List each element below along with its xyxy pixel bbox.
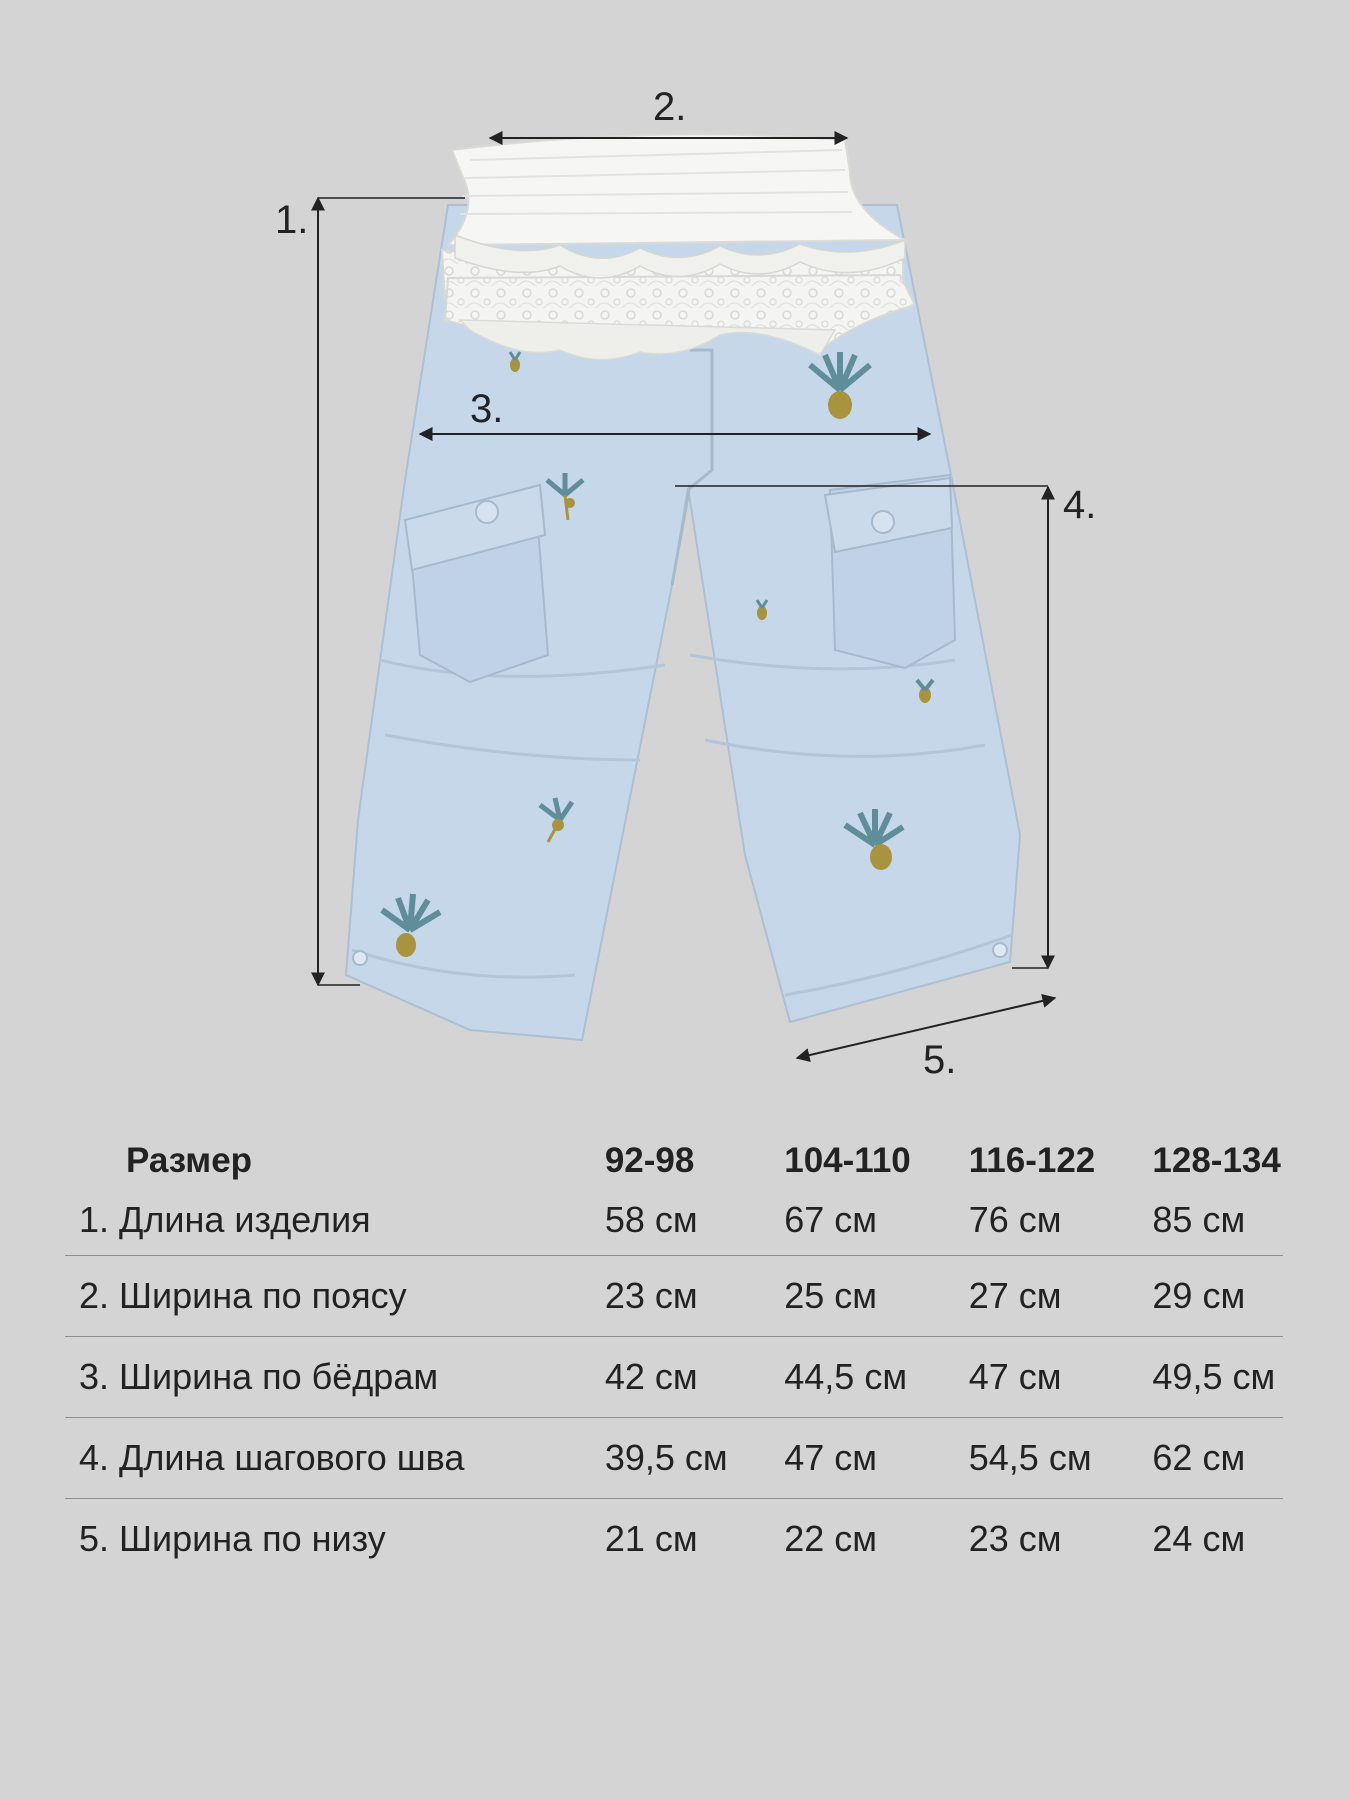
measurement-label [65, 1499, 605, 1580]
table-cell: 76 см [968, 1199, 1062, 1240]
right-cargo-pocket [825, 475, 955, 668]
row-label: Ширина по поясу [119, 1275, 407, 1316]
row-number: 2. [78, 1275, 109, 1316]
table-cell: 85 см [1152, 1199, 1246, 1240]
table-cell: 23 см [605, 1256, 784, 1337]
table-cell: 21 см [605, 1499, 784, 1580]
marker-inseam-label: 4. [1063, 483, 1097, 527]
table-cell: 25 см [784, 1256, 969, 1337]
table-cell: 42 см [605, 1337, 784, 1418]
table-cell: 24 см [1152, 1499, 1283, 1580]
marker-length-label: 1. [275, 198, 309, 242]
table-cell: 44,5 см [784, 1337, 969, 1418]
size-column-92-98: 92-98 [604, 1141, 695, 1180]
row-label: Длина изделия [119, 1199, 371, 1240]
marker-hem-label: 5. [923, 1038, 957, 1082]
measurement-label [65, 1197, 605, 1256]
measurement-label [65, 1337, 605, 1418]
row-number: 1. [78, 1199, 109, 1240]
table-cell: 22 см [784, 1499, 969, 1580]
table-cell: 27 см [969, 1256, 1153, 1337]
pocket-button-icon [872, 511, 894, 533]
row-label: Длина шагового шва [119, 1437, 465, 1478]
measure-waist [490, 85, 847, 138]
row-number: 5. [78, 1518, 109, 1559]
table-row [65, 1337, 1283, 1418]
table-cell: 23 см [969, 1499, 1153, 1580]
measure-hem [797, 998, 1055, 1082]
pants-image [346, 134, 1020, 1040]
row-label: Ширина по низу [119, 1518, 386, 1559]
table-row [65, 1197, 1283, 1256]
table-cell: 67 см [784, 1199, 878, 1240]
left-cargo-pocket [405, 485, 548, 682]
table-cell: 54,5 см [969, 1418, 1153, 1499]
marker-hips-label: 3. [470, 387, 504, 431]
size-column-116-122: 116-122 [968, 1141, 1096, 1180]
size-header-row [65, 1125, 1283, 1197]
row-number: 4. [78, 1437, 109, 1478]
table-cell: 58 см [604, 1199, 698, 1240]
row-label: Ширина по бёдрам [119, 1356, 439, 1397]
size-chart-table [65, 1125, 1283, 1579]
size-column-128-134: 128-134 [1152, 1141, 1281, 1180]
table-cell: 29 см [1152, 1256, 1283, 1337]
table-cell: 47 см [969, 1337, 1153, 1418]
table-cell: 39,5 см [605, 1418, 784, 1499]
measurement-label [65, 1418, 605, 1499]
size-column-104-110: 104-110 [784, 1141, 911, 1180]
measurement-label [65, 1256, 605, 1337]
table-row [65, 1256, 1283, 1337]
table-row [65, 1418, 1283, 1499]
table-cell: 49,5 см [1152, 1337, 1283, 1418]
row-number: 3. [78, 1356, 109, 1397]
size-column-header: Размер [126, 1141, 253, 1180]
table-row [65, 1499, 1283, 1580]
marker-waist-label: 2. [653, 85, 687, 129]
pocket-button-icon [476, 501, 498, 523]
table-cell: 47 см [784, 1418, 969, 1499]
table-cell: 62 см [1152, 1418, 1283, 1499]
